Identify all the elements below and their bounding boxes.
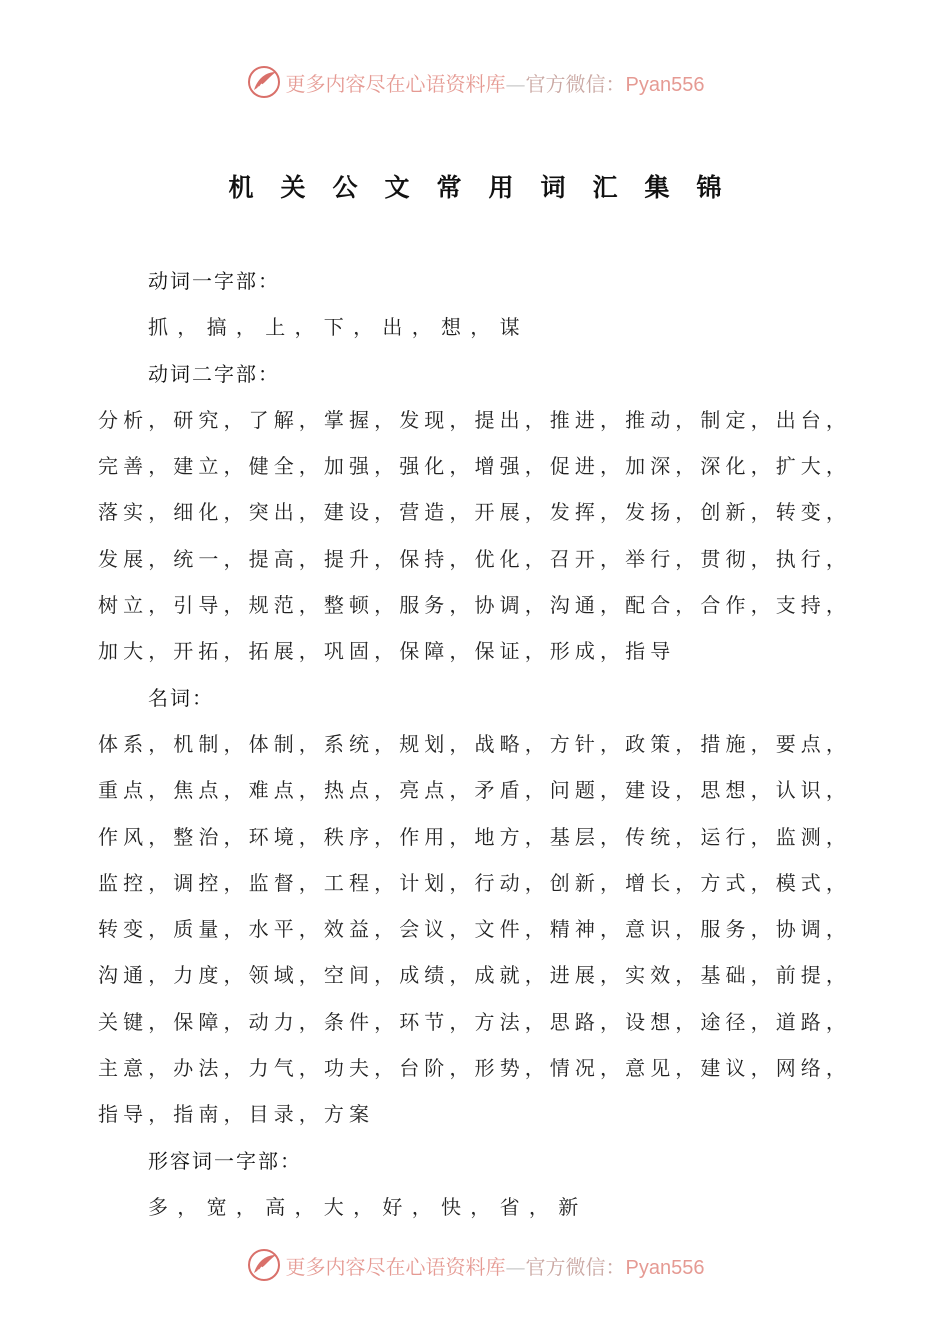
word-line: 重点，焦点，难点，热点，亮点，矛盾，问题，建设，思想，认识， xyxy=(98,778,851,803)
section-heading-adjective-1: 形容词一字部： xyxy=(148,1148,302,1173)
word-line: 加大，开拓，拓展，巩固，保障，保证，形成，指导 xyxy=(98,639,676,664)
word-line: 多，宽，高，大，好，快，省，新 xyxy=(148,1194,588,1219)
watermark-banner-top xyxy=(0,62,950,102)
watermark-text: 更多内容尽在心语资料库—官方微信：Pyan556 xyxy=(285,71,705,96)
section-heading-verb-2: 动词二字部： xyxy=(148,361,280,386)
word-line: 完善，建立，健全，加强，强化，增强，促进，加深，深化，扩大， xyxy=(98,454,851,479)
word-line: 监控，调控，监督，工程，计划，行动，创新，增长，方式，模式， xyxy=(98,870,851,895)
word-line: 体系，机制，体制，系统，规划，战略，方针，政策，措施，要点， xyxy=(98,731,851,756)
pen-nib-logo-icon xyxy=(246,1247,282,1283)
word-line: 落实，细化，突出，建设，营造，开展，发挥，发扬，创新，转变， xyxy=(98,500,851,525)
word-line: 作风，整治，环境，秩序，作用，地方，基层，传统，运行，监测， xyxy=(98,824,851,849)
word-line: 指导，指南，目录，方案 xyxy=(98,1102,375,1127)
word-line: 转变，质量，水平，效益，会议，文件，精神，意识，服务，协调， xyxy=(98,917,851,942)
document-body xyxy=(98,258,858,1230)
word-line: 发展，统一，提高，提升，保持，优化，召开，举行，贯彻，执行， xyxy=(98,546,851,571)
watermark-banner-bottom xyxy=(0,1245,950,1285)
word-line: 树立，引导，规范，整顿，服务，协调，沟通，配合，合作，支持， xyxy=(98,593,851,618)
section-heading-verb-1: 动词一字部： xyxy=(148,269,280,293)
word-line: 抓，搞，上，下，出，想，谋 xyxy=(148,315,529,340)
document-title: 机关公文常用词汇集锦 xyxy=(228,173,749,202)
watermark-content xyxy=(246,64,705,100)
word-line: 关键，保障，动力，条件，环节，方法，思路，设想，途径，道路， xyxy=(98,1009,851,1034)
word-line: 沟通，力度，领域，空间，成绩，成就，进展，实效，基础，前提， xyxy=(98,963,851,988)
pen-nib-logo-icon xyxy=(246,64,282,100)
watermark-text: 更多内容尽在心语资料库—官方微信：Pyan556 xyxy=(285,1254,705,1279)
section-heading-noun: 名词： xyxy=(148,685,214,710)
word-line: 主意，办法，力气，功夫，台阶，形势，情况，意见，建议，网络， xyxy=(98,1056,851,1081)
word-line: 分析，研究，了解，掌握，发现，提出，推进，推动，制定，出台， xyxy=(98,407,851,432)
watermark-content xyxy=(246,1247,705,1283)
